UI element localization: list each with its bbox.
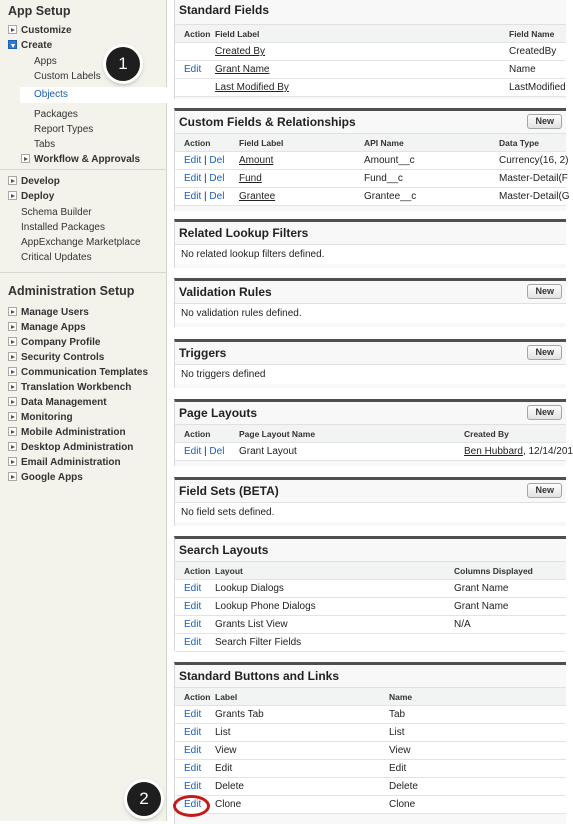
button-label: Edit — [215, 763, 233, 774]
field-name: Name — [509, 64, 536, 75]
sidebar-item-workflow[interactable]: Workflow & Approvals — [21, 152, 140, 167]
step-callout-1: 1 — [106, 47, 140, 81]
expand-icon[interactable] — [8, 367, 17, 376]
edit-link[interactable]: Edit — [184, 619, 202, 630]
expand-icon[interactable] — [8, 337, 17, 346]
object-detail-main — [168, 0, 573, 821]
button-name: List — [389, 727, 405, 738]
table-row — [175, 760, 566, 778]
buttons-links-table — [175, 687, 566, 814]
table-header — [175, 562, 566, 580]
divider — [0, 272, 166, 273]
expand-icon[interactable] — [8, 322, 17, 331]
section-title: Triggers New — [175, 342, 566, 364]
app-setup-heading: App Setup — [8, 4, 71, 18]
expand-icon[interactable] — [8, 382, 17, 391]
button-label: Grants Tab — [215, 709, 264, 720]
column-header: Action — [184, 692, 211, 702]
section-title: Search Layouts — [179, 543, 269, 557]
row-actions: Edit | Del — [184, 191, 225, 202]
button-label: Clone — [215, 799, 242, 810]
column-header: Action — [184, 566, 211, 576]
table-row — [175, 443, 573, 461]
column-header: Name — [389, 692, 413, 702]
expand-icon[interactable] — [21, 154, 30, 163]
table-row — [175, 634, 566, 652]
created-by-user-link[interactable]: Ben Hubbard — [464, 446, 523, 457]
page-layouts-section — [174, 399, 573, 466]
delete-link[interactable]: Del — [209, 173, 225, 184]
empty-message: No field sets defined. — [175, 502, 566, 522]
table-header — [175, 688, 566, 706]
api-name: Amount__c — [364, 155, 415, 166]
lookup-filters-section — [174, 219, 566, 268]
sidebar-item-manage-users[interactable]: Manage Users — [8, 305, 89, 320]
field-label-link[interactable]: Grantee — [239, 191, 276, 202]
column-header: Created By — [464, 429, 509, 439]
page-layout-name: Grant Layout — [239, 446, 297, 457]
column-header: Data Type — [499, 138, 539, 148]
search-layouts-section — [174, 536, 566, 651]
table-row — [175, 724, 566, 742]
sidebar-item-company-profile[interactable]: Company Profile — [8, 335, 100, 350]
setup-sidebar — [0, 0, 167, 821]
section-title: Custom Fields & Relationships New — [175, 111, 566, 133]
button-name: Clone — [389, 799, 416, 810]
data-type: Currency(16, 2) — [499, 155, 569, 166]
expand-icon[interactable] — [8, 472, 17, 481]
column-header: Columns Displayed — [454, 566, 533, 576]
table-row — [175, 580, 566, 598]
expand-icon[interactable] — [8, 457, 17, 466]
sidebar-item-translation-workbench[interactable]: Translation Workbench — [8, 380, 131, 395]
page-layouts-table — [175, 424, 573, 461]
column-header: Page Layout Name — [239, 429, 316, 439]
column-header: Field Label — [215, 29, 260, 39]
expand-icon[interactable] — [8, 412, 17, 421]
edit-link[interactable]: Edit — [184, 583, 202, 594]
created-by: Ben Hubbard, 12/14/201 — [464, 446, 573, 457]
row-actions: Edit | Del — [184, 446, 225, 457]
column-header: Action — [184, 429, 211, 439]
button-label: Delete — [215, 781, 244, 792]
sidebar-item-custom-labels[interactable]: Custom Labels — [34, 71, 101, 82]
empty-message: No validation rules defined. — [175, 303, 566, 323]
sidebar-item-manage-apps[interactable]: Manage Apps — [8, 320, 86, 335]
sidebar-item-create[interactable]: Create — [8, 38, 52, 53]
sidebar-item-security-controls[interactable]: Security Controls — [8, 350, 104, 365]
table-row — [175, 796, 566, 814]
edit-link[interactable]: Edit — [184, 446, 202, 457]
delete-link[interactable]: Del — [209, 155, 225, 166]
edit-link[interactable]: Edit — [184, 727, 202, 738]
column-header: Label — [215, 692, 238, 702]
columns-displayed: Grant Name — [454, 583, 509, 594]
layout-name: Lookup Phone Dialogs — [215, 601, 316, 612]
edit-link[interactable]: Edit — [184, 763, 202, 774]
row-actions: Edit | Del — [184, 173, 225, 184]
standard-fields-section — [174, 0, 566, 99]
sidebar-item-packages[interactable]: Packages — [34, 109, 78, 120]
sidebar-item-google-apps[interactable]: Google Apps — [8, 470, 83, 485]
api-name: Grantee__c — [364, 191, 417, 202]
edit-link[interactable]: Edit — [184, 709, 202, 720]
field-label-link[interactable]: Created By — [215, 46, 266, 57]
expand-icon[interactable] — [8, 397, 17, 406]
empty-message: No triggers defined — [175, 364, 566, 384]
edit-link[interactable]: Edit — [184, 601, 202, 612]
sidebar-item-data-management[interactable]: Data Management — [8, 395, 107, 410]
column-header: Action — [184, 138, 211, 148]
field-label-link[interactable]: Grant Name — [215, 64, 270, 75]
table-row — [175, 706, 566, 724]
column-header: Action — [184, 29, 211, 39]
sidebar-item-desktop-administration[interactable]: Desktop Administration — [8, 440, 133, 455]
button-label: View — [215, 745, 237, 756]
section-title: Page Layouts New — [175, 402, 566, 424]
api-name: Fund__c — [364, 173, 403, 184]
table-header — [175, 134, 566, 152]
table-header — [175, 425, 566, 443]
table-row — [175, 598, 566, 616]
search-layouts-table — [175, 561, 566, 652]
new-page-layout-button[interactable]: New — [527, 405, 562, 420]
column-header: Field Name — [509, 29, 555, 39]
highlight-circle — [173, 795, 210, 817]
sidebar-item-installed-packages[interactable]: Installed Packages — [21, 222, 105, 233]
admin-setup-heading: Administration Setup — [8, 284, 135, 298]
buttons-links-section — [174, 662, 566, 824]
new-validation-rule-button[interactable]: New — [527, 284, 562, 299]
table-row — [175, 616, 566, 634]
table-row — [175, 152, 569, 170]
edit-link[interactable]: Edit — [184, 637, 202, 648]
expand-icon[interactable] — [8, 307, 17, 316]
section-title: Validation Rules New — [175, 281, 566, 303]
button-name: View — [389, 745, 411, 756]
field-label-link[interactable]: Amount — [239, 155, 274, 166]
layout-name: Search Filter Fields — [215, 637, 302, 648]
field-name: LastModified — [509, 82, 566, 93]
sidebar-item-customize[interactable]: Customize — [8, 23, 72, 38]
standard-fields-table — [175, 24, 566, 97]
sidebar-item-email-administration[interactable]: Email Administration — [8, 455, 121, 470]
table-row — [175, 742, 566, 760]
validation-rules-section — [174, 278, 566, 327]
data-type: Master-Detail(F — [499, 173, 568, 184]
expand-icon[interactable] — [8, 25, 17, 34]
section-title: Standard Fields — [179, 3, 270, 17]
clone-edit-link[interactable]: Edit — [184, 799, 202, 810]
layout-name: Lookup Dialogs — [215, 583, 284, 594]
section-title: Standard Buttons and Links — [179, 669, 340, 683]
new-field-set-button[interactable]: New — [527, 483, 562, 498]
field-label-link[interactable]: Fund — [239, 173, 262, 184]
table-header — [175, 25, 566, 43]
sidebar-item-objects-label: Objects — [34, 89, 68, 100]
sidebar-item-deploy[interactable]: Deploy — [8, 189, 54, 204]
sidebar-item-tabs[interactable]: Tabs — [34, 139, 56, 150]
column-header: API Name — [364, 138, 404, 148]
sidebar-item-develop[interactable]: Develop — [8, 174, 60, 189]
expand-icon[interactable] — [8, 191, 17, 200]
button-name: Delete — [389, 781, 418, 792]
divider — [0, 169, 166, 170]
field-name: CreatedBy — [509, 46, 557, 57]
table-row — [175, 778, 566, 796]
expand-icon[interactable] — [8, 352, 17, 361]
new-trigger-button[interactable]: New — [527, 345, 562, 360]
sidebar-item-apps[interactable]: Apps — [34, 56, 57, 67]
delete-link[interactable]: Del — [209, 446, 225, 457]
columns-displayed: N/A — [454, 619, 471, 630]
table-row — [175, 170, 566, 188]
empty-message: No related lookup filters defined. — [175, 244, 566, 264]
column-header: Field Label — [239, 138, 284, 148]
section-title: Field Sets (BETA) New — [175, 480, 566, 502]
table-row — [175, 43, 566, 61]
delete-link[interactable]: Del — [209, 191, 225, 202]
sidebar-item-schema-builder[interactable]: Schema Builder — [21, 207, 92, 218]
step-callout-2: 2 — [127, 782, 161, 816]
edit-link[interactable]: Edit — [184, 173, 202, 184]
table-row — [175, 61, 566, 79]
expand-icon[interactable] — [8, 442, 17, 451]
row-actions: Edit | Del — [184, 155, 225, 166]
expand-icon[interactable] — [8, 427, 17, 436]
edit-link[interactable]: Edit — [184, 191, 202, 202]
table-row — [175, 79, 566, 97]
expand-icon[interactable] — [8, 176, 17, 185]
sidebar-item-mobile-administration[interactable]: Mobile Administration — [8, 425, 126, 440]
collapse-icon[interactable] — [8, 40, 17, 49]
field-label-link[interactable]: Last Modified By — [215, 82, 289, 93]
layout-name: Grants List View — [215, 619, 288, 630]
button-name: Edit — [389, 763, 407, 774]
sidebar-item-communication-templates[interactable]: Communication Templates — [8, 365, 148, 380]
section-title: Related Lookup Filters — [179, 226, 309, 240]
sidebar-item-report-types[interactable]: Report Types — [34, 124, 94, 135]
sidebar-item-objects[interactable] — [20, 87, 167, 103]
sidebar-item-appexchange[interactable]: AppExchange Marketplace — [21, 237, 141, 248]
new-custom-field-button[interactable]: New — [527, 114, 562, 129]
sidebar-item-critical-updates[interactable]: Critical Updates — [21, 252, 92, 263]
edit-link[interactable]: Edit — [184, 781, 202, 792]
field-sets-section — [174, 477, 566, 526]
table-row — [175, 188, 570, 206]
custom-fields-section — [174, 108, 570, 211]
column-header: Layout — [215, 566, 243, 576]
custom-fields-table — [175, 133, 570, 206]
button-name: Tab — [389, 709, 406, 720]
edit-link[interactable]: Edit — [184, 745, 202, 756]
data-type: Master-Detail(G — [499, 191, 570, 202]
edit-link[interactable]: Edit — [184, 155, 202, 166]
button-label: List — [215, 727, 231, 738]
sidebar-item-monitoring[interactable]: Monitoring — [8, 410, 73, 425]
triggers-section — [174, 339, 566, 388]
edit-link[interactable]: Edit — [184, 64, 202, 75]
columns-displayed: Grant Name — [454, 601, 509, 612]
